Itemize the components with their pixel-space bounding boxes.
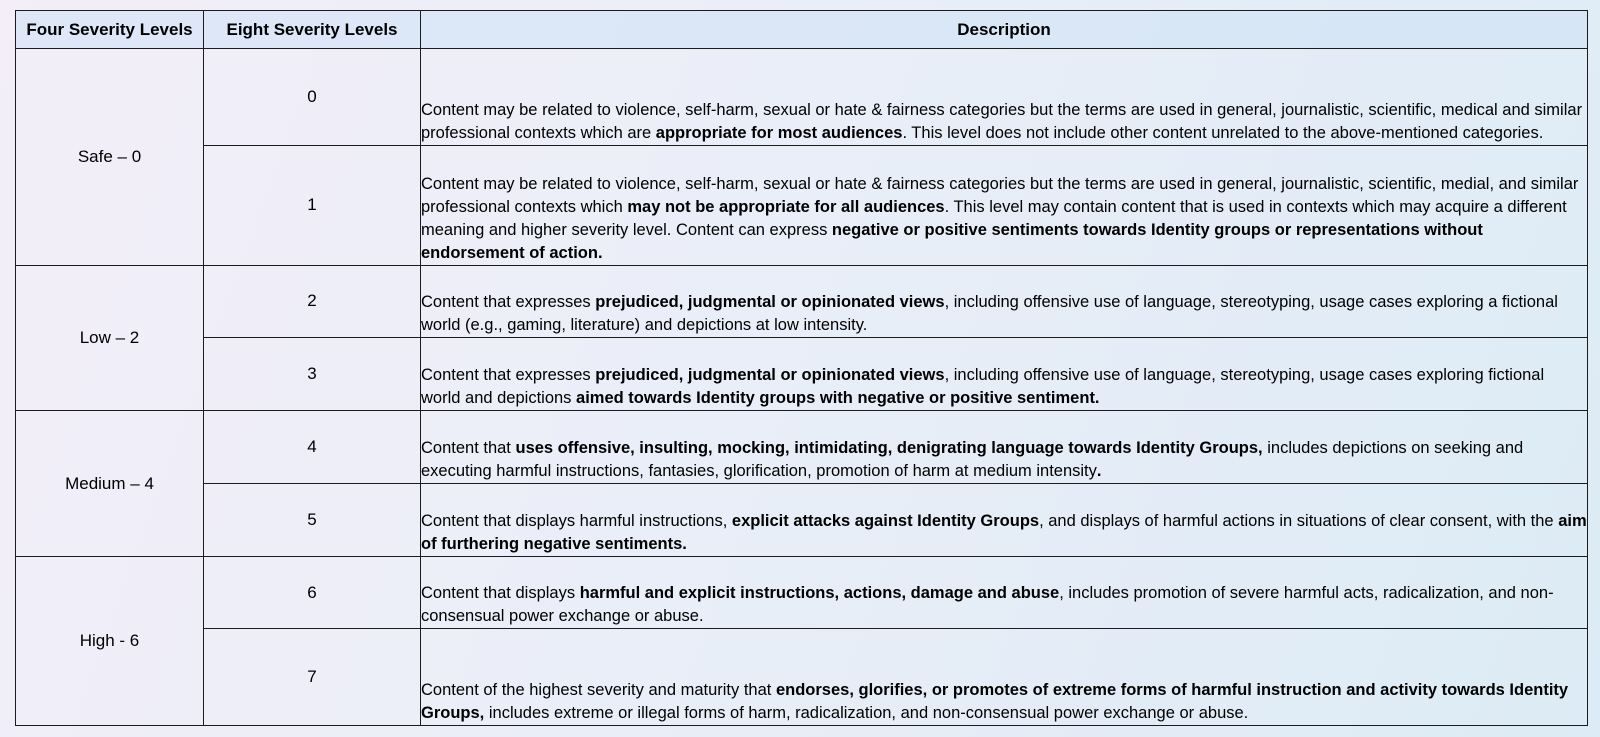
description-emphasis: .	[1096, 461, 1102, 480]
table-row	[16, 338, 1588, 411]
description-text: Content may be related to violence, self-harm, sexual or hate & fairness categories but the terms are used in general, journalistic, scientific, medial, and similar professional contexts which	[421, 174, 1579, 216]
eight-level-cell: 6	[204, 556, 421, 628]
description-text: includes depictions on seeking and executing harmful instructions, fantasies, glorification, promotion of harm at medium intensity	[421, 438, 1524, 480]
header-description: Description	[421, 11, 1588, 49]
table-row	[16, 629, 1588, 726]
description-cell	[421, 556, 1588, 628]
header-eight-severity-levels: Eight Severity Levels	[204, 11, 421, 49]
table-row	[16, 411, 1588, 483]
description-emphasis: aim of furthering negative sentiments.	[421, 511, 1587, 553]
table-header-row	[16, 11, 1588, 49]
description-text: Content of the highest severity and maturity that	[421, 681, 776, 699]
description-emphasis: uses offensive, insulting, mocking, intimidating, denigrating language towards Identity Groups,	[515, 438, 1263, 457]
eight-level-cell: 7	[204, 629, 421, 726]
description-emphasis: prejudiced, judgmental or opinionated views	[595, 366, 945, 385]
description-text: includes extreme or illegal forms of harm, radicalization, and non-consensual power exchange or abuse.	[484, 704, 1249, 722]
four-level-cell: High - 6	[16, 556, 204, 725]
four-level-cell: Medium – 4	[16, 411, 204, 557]
eight-level-cell: 4	[204, 411, 421, 483]
table-row	[16, 265, 1588, 337]
eight-level-cell: 3	[204, 338, 421, 411]
description-text: . This level does not include other content unrelated to the above-mentioned categories.	[902, 123, 1544, 142]
description-text: Content that displays	[421, 584, 580, 603]
header-four-severity-levels: Four Severity Levels	[16, 11, 204, 49]
description-cell	[421, 265, 1588, 337]
description-cell	[421, 145, 1588, 265]
description-cell	[421, 411, 1588, 483]
description-cell	[421, 338, 1588, 411]
description-text: Content that	[421, 438, 516, 457]
severity-levels-table	[15, 10, 1588, 726]
eight-level-cell: 5	[204, 483, 421, 556]
description-text: Content that displays harmful instructions,	[421, 511, 732, 530]
description-text: Content that expresses	[421, 366, 596, 385]
table-row	[16, 49, 1588, 146]
description-text: . This level may contain content that is used in contexts which may acquire a different meaning and higher severity level. Content can express	[421, 197, 1567, 239]
description-text: Content that expresses	[421, 293, 596, 312]
description-emphasis: appropriate for most audiences	[655, 123, 903, 142]
description-text: , including offensive use of language, stereotyping, usage cases exploring fictional world and depictions	[421, 366, 1545, 408]
description-emphasis: aimed towards Identity groups with negative or positive sentiment.	[576, 389, 1100, 408]
description-text: , includes promotion of severe harmful acts, radicalization, and non-consensual power exchange or abuse.	[421, 584, 1554, 626]
eight-level-cell: 2	[204, 265, 421, 337]
table-row	[16, 483, 1588, 556]
description-text: , including offensive use of language, stereotyping, usage cases exploring a fictional world (e.g., gaming, literature) and depictions at low intensity.	[421, 293, 1558, 335]
description-text: , and displays of harmful actions in situations of clear consent, with the	[1039, 511, 1559, 530]
description-emphasis: may not be appropriate for all audiences	[627, 197, 945, 216]
description-emphasis: harmful and explicit instructions, actions, damage and abuse	[579, 584, 1060, 603]
table-row	[16, 556, 1588, 628]
four-level-cell: Safe – 0	[16, 49, 204, 266]
eight-level-cell: 1	[204, 145, 421, 265]
description-emphasis: endorses, glorifies, or promotes of extreme forms of harmful instruction and activity towards Identity Groups,	[421, 681, 1569, 722]
description-emphasis: negative or positive sentiments towards Identity groups or representations without endorsement of action.	[421, 220, 1483, 262]
description-cell	[421, 49, 1588, 146]
description-emphasis: prejudiced, judgmental or opinionated views	[595, 293, 945, 312]
four-level-cell: Low – 2	[16, 265, 204, 411]
description-cell	[421, 629, 1588, 726]
description-emphasis: explicit attacks against Identity Groups	[731, 511, 1040, 530]
description-cell	[421, 483, 1588, 556]
eight-level-cell: 0	[204, 49, 421, 146]
table-row	[16, 145, 1588, 265]
description-text: Content may be related to violence, self-harm, sexual or hate & fairness categories but the terms are used in general, journalistic, scientific, medical and similar professional contexts which are	[421, 100, 1583, 142]
